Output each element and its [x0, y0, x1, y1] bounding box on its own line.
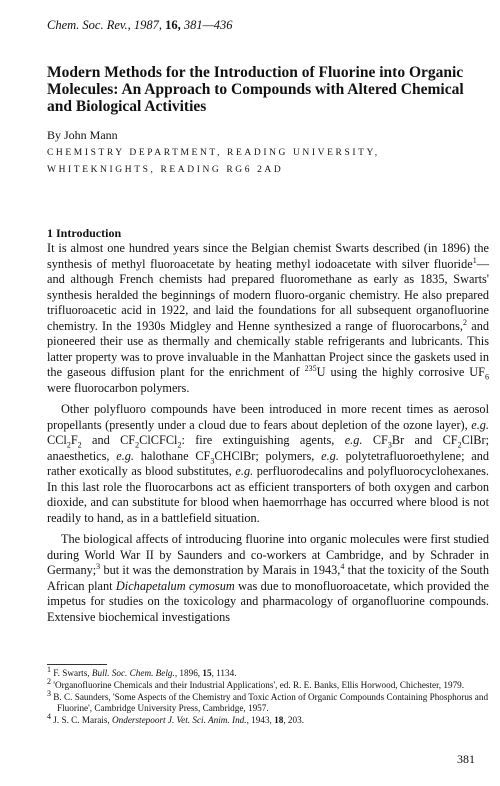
article-title: Modern Methods for the Introduction of Fluorine into Organic Molecules: An Approach to Compounds with Altered Chemical and Biological Activities [47, 64, 464, 115]
journal-name: Chem. Soc. Rev., [47, 18, 131, 32]
journal-reference [47, 18, 233, 33]
footnote: $^4$ J. S. C. Marais, Onderstepoort J. Vet. Sci. Anim. Ind., 1943, 18, 203. [47, 712, 304, 726]
footnotes [47, 664, 489, 727]
journal-year: 1987, [133, 18, 163, 32]
section-heading: 1 Introduction [47, 226, 122, 240]
footnote: $^1$ F. Swarts, Bull. Soc. Chem. Belg., 1896, 15, 1134. [47, 664, 237, 678]
journal-pages: 381—436 [183, 18, 233, 32]
paragraph: The biological affects of introducing fluorine into organic molecules were first studied during World War II by Saunders and co-workers at Cambridge, and by Schrader in Germany;$^3$ but it was the demonstration by Marais in 1943,$^4$ that the toxicity of the South African plant Dichapetalum cymosum was due to monofluoroacetate, which provided the impetus for studies on the toxicology and pharmacology of organofluorine compounds. Extensive biochemical investigations [47, 532, 489, 624]
footnote-divider [47, 664, 107, 665]
footnote: $^2$ 'Organofluorine Chemicals and their Industrial Applications', ed. R. E. Banks, Ellis Horwood, Chichester, 1979. [47, 676, 465, 690]
journal-volume: 16, [165, 18, 181, 32]
affiliation: CHEMISTRY DEPARTMENT, READING UNIVERSITY, WHITEKNIGHTS, READING RG6 2AD [47, 148, 380, 175]
paragraph: It is almost one hundred years since the Belgian chemist Swarts described (in 1896) the synthesis of methyl fluoroacetate by heating methyl iodoacetate with silver fluoride$^1$—and although French chemists had prepared fluoromethane as early as 1835, Swarts' synthesis heralded the beginnings of modern fluoro-organic chemistry. He also prepared trifluoroacetic acid in 1922, and laid the foundations for all subsequent organofluorine chemistry. In the 1930s Midgley and Henne synthesized a range of fluorocarbons,$^2$ and pioneered their use as thermally and chemically stable refrigerants and lubricants. This latter property was to prove invaluable in the Manhattan Project since the gaskets used in the gaseous diffusion plant for the enrichment of $^{235}$U using the highly corrosive $UF_6$ were fluorocarbon polymers. [47, 241, 490, 395]
author: By John Mann [47, 128, 118, 142]
body-text [47, 241, 489, 631]
page-number: 381 [457, 752, 475, 766]
footnote: $^3$ B. C. Saunders, 'Some Aspects of the Chemistry and Toxic Action of Organic Compounds Containing Phosphorus and Fluorine', Cambridge University Press, Cambridge, 1957. [47, 688, 489, 714]
paragraph: Other polyfluoro compounds have been introduced in more recent times as aerosol propellants (presently under a cloud due to fears about depletion of the ozone layer), e.g. $CCl_2F_2$ and $CF_2ClCFCl_2$: fire extinguishing agents, e.g. $CF_3Br$ and $CF_2ClBr$; anaesthetics, e.g. halothane $CF_3CHClBr$; polymers, e.g. polytetrafluoroethylene; and rather exotically as blood substitutes, e.g. perfluorodecalins and polyfluorocyclohexanes. In this last role the fluorocarbons act as efficient transporters of both oxygen and carbon dioxide, and can substitute for blood when haemorrhage has occurred where blood is not readily to hand, as in a battlefield situation. [47, 402, 490, 525]
